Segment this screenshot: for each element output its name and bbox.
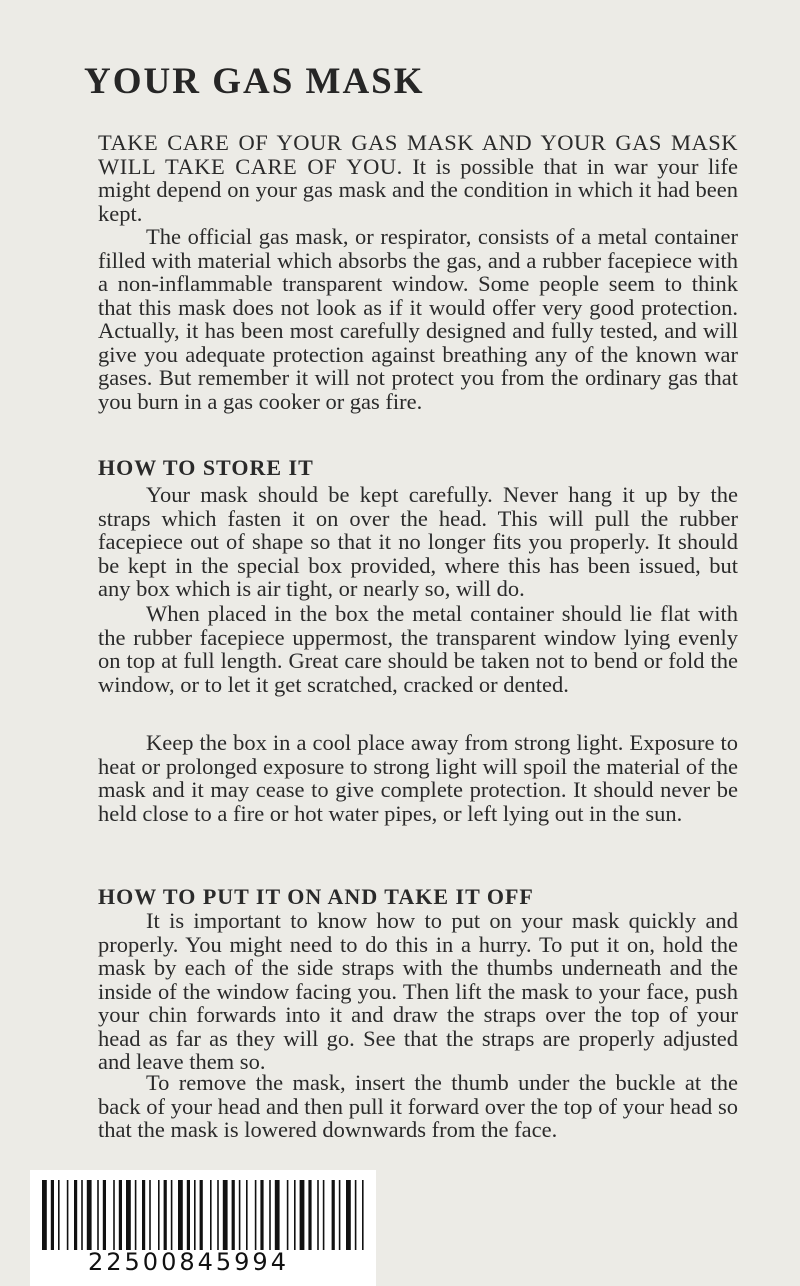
barcode-bar <box>97 1180 99 1250</box>
barcode-bar <box>119 1180 122 1250</box>
barcode-bar <box>362 1180 364 1250</box>
heading-text: HOW TO PUT IT ON AND TAKE IT OFF <box>98 884 534 909</box>
barcode-bar <box>81 1180 83 1250</box>
paragraph-text: To remove the mask, insert the thumb under the buckle at the back of your head and then pull it forward over the top of your head so that the mask is lowered downwards from the face. <box>98 1070 738 1142</box>
barcode-bar <box>355 1180 357 1250</box>
paragraph-store-2 <box>98 602 738 696</box>
barcode-bar <box>58 1180 60 1250</box>
barcode-bar <box>42 1180 47 1250</box>
barcode-bar <box>171 1180 173 1250</box>
barcode-bar <box>232 1180 235 1250</box>
barcode-number: 22500845994 <box>88 1248 289 1276</box>
barcode-bar <box>269 1180 271 1250</box>
barcode-bar <box>158 1180 160 1250</box>
paragraph-store-3 <box>98 731 738 825</box>
barcode-bar <box>300 1180 305 1250</box>
barcode-bar <box>339 1180 341 1250</box>
barcode-bar <box>149 1180 151 1250</box>
intro-lead: TAKE CARE OF YOUR GAS MASK AND YOUR GAS MASK WILL TAKE CARE OF YOU. <box>98 130 738 179</box>
barcode-bar <box>135 1180 137 1250</box>
barcode-bar <box>239 1180 241 1250</box>
barcode-bar <box>260 1180 263 1250</box>
barcode-bar <box>67 1180 69 1250</box>
paragraph-text: It is important to know how to put on your mask quickly and properly. You might need to do this in a hurry. To put it on, hold the mask by each of the side straps with the thumbs underneath and the inside of the window facing you. Then lift the mask to your face, push your chin forwards into it and draw the straps over the top of your head as far as they will go. See that the straps are properly adjusted and leave them so. <box>98 908 738 1074</box>
barcode-bar <box>223 1180 228 1250</box>
barcode-bar <box>217 1180 219 1250</box>
barcode-bar <box>103 1180 106 1250</box>
barcode-bar <box>323 1180 325 1250</box>
barcode-bar <box>210 1180 212 1250</box>
paragraph-store-1 <box>98 483 738 601</box>
paragraph-respirator <box>98 225 738 413</box>
barcode-bar <box>126 1180 131 1250</box>
barcode-bar <box>287 1180 289 1250</box>
barcode-bar <box>200 1180 203 1250</box>
section-heading-put-on <box>98 884 738 910</box>
barcode-bar <box>142 1180 145 1250</box>
paragraph-put-on <box>98 909 738 1074</box>
barcode-bar <box>87 1180 92 1250</box>
barcode-bar <box>178 1180 183 1250</box>
barcode-bar <box>275 1180 280 1250</box>
barcode-bars <box>30 1170 376 1250</box>
paragraph-remove <box>98 1071 738 1142</box>
barcode-bar <box>246 1180 248 1250</box>
paragraph-text: When placed in the box the metal container should lie flat with the rubber facepiece uppermost, the transparent window lying evenly on top at full length. Great care should be taken not to bend or fold the window, or to let it get scratched, cracked or dented. <box>98 601 738 697</box>
page-title: YOUR GAS MASK <box>84 61 425 102</box>
barcode-bar <box>255 1180 257 1250</box>
section-heading-store <box>98 455 738 481</box>
paragraph-text: Keep the box in a cool place away from strong light. Exposure to heat or prolonged exposure to strong light will spoil the material of the mask and it may cease to give complete protection. It should never be held close to a fire or hot water pipes, or left lying out in the sun. <box>98 730 738 826</box>
barcode-bar <box>51 1180 54 1250</box>
barcode-bar <box>308 1180 311 1250</box>
barcode-bar <box>317 1180 319 1250</box>
intro-paragraph <box>98 131 738 225</box>
barcode-bar <box>113 1180 115 1250</box>
barcode-bar <box>194 1180 196 1250</box>
barcode-bar <box>74 1180 77 1250</box>
heading-text: HOW TO STORE IT <box>98 455 314 480</box>
barcode-bar <box>346 1180 351 1250</box>
intro-text: It is possible that in war your life might depend on your gas mask and the condition in which it had been kept. <box>98 153 738 226</box>
barcode-bar <box>294 1180 296 1250</box>
barcode-bar <box>332 1180 335 1250</box>
paragraph-text: Your mask should be kept carefully. Never hang it up by the straps which fasten it on over the head. This will pull the rubber facepiece out of shape so that it no longer fits you properly. It should be kept in the special box provided, where this has been issued, but any box which is air tight, or nearly so, will do. <box>98 482 738 601</box>
barcode-bar <box>164 1180 167 1250</box>
paragraph-text: The official gas mask, or respirator, consists of a metal container filled with material which absorbs the gas, and a rubber facepiece with a non-inflammable transparent window. Some people seem to think that this mask does not look as if it would offer very good protection. Actually, it has been most carefully designed and fully tested, and will give you adequate protection against breathing any of the known war gases. But remember it will not protect you from the ordinary gas that you burn in a gas cooker or gas fire. <box>98 224 738 414</box>
barcode-bar <box>187 1180 190 1250</box>
